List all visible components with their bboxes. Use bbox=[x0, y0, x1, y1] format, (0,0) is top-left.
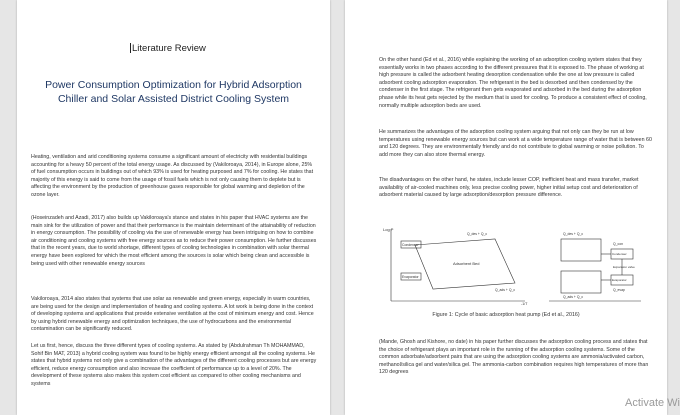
bed-label: Adsorbent Bed bbox=[453, 261, 480, 266]
evaporator-right-label: Evaporator bbox=[612, 278, 627, 282]
paragraph: Let us first, hence, discuss the three different types of cooling systems. As stated by (Abdulrahman Th MOHAMMAD, Sohif Bin MAT, 2013) a hybrid cooling system was found to be highly energy efficient amongst all the cooling systems. He states that hybrid systems not only give a combination of the advantages of the different cooling processes but are energy efficient, reduce energy consumption and also increase the coefficient of performance up to a level of 20%. The development of these systems also makes this system cost efficient as compared to other cooling mechanisms and systems bbox=[31, 343, 317, 387]
condenser-right-label: Condenser bbox=[612, 252, 627, 256]
figure-caption: Figure 1: Cycle of basic adsorption heat pump (Ed et al., 2016) bbox=[432, 312, 580, 318]
paragraph: Vakiloroaya, 2014 also states that systems that use solar as renewable and green energy, especially in warm countries, are being used for the design and implementation of heating and cooling systems. A lot work is being done in the context of developing systems and applications that provide extensive ventilation at the cost of minimum energy and cost. Hence by using hybrid renewable energy and optimization techniques, the use of hydrocarbons and the environmental contamination can be significantly reduced. bbox=[31, 296, 314, 333]
adsorption-cycle-figure bbox=[375, 225, 645, 305]
qdes-label: Q_des + Q_c bbox=[467, 232, 488, 236]
paragraph: He summarizes the advantages of the adsorption cooling system arguing that not only can they be run at low temperatures using renewable energy sources but can work at a wide temperature range of water that is between 60 and 120 degrees. They are environmentally friendly and do not contribute to global warming or noise pollution. To add more they can also store thermal energy. bbox=[379, 129, 652, 158]
expansion-valve-label: Expansion valve bbox=[613, 265, 635, 269]
paragraph: (Hoseinzadeh and Azadi, 2017) also builds up Vakiloroaya's stance and states in his paper that HVAC systems are the main sink for the utilization of power and that their performance is the maintain determinant of the attainability of reduction in energy consumption. The possibility of cooling via the use of renewable energy has been intriguing on how to combine air conditioning and cooling systems with free energy sources as to reduce their power consumption. He further discusses that in the recent years, due to world shortage, different types of cooling technologies in combination with solar thermal energy have been explored for which the most efficient among the sources is solar which being clean and accessible is being used with other renewable energy sources bbox=[31, 215, 317, 267]
paragraph: Heating, ventilation and arid conditioning systems consume a significant amount of electricity with residential buildings accounting for a heavy 50 percent of the total energy usage. As discussed by (Vakiloroaya, 2014), in Europe alone, 25% of fuel consumption occurs in buildings out of which 93% is used for heating purposed and 7% for cooling. He states that majority of this energy is said to come from the usage of fossil fuels which is not only causing them to deplete but is affecting the environment by the production of greenhouse gases responsible for global warming and depletion of the ozone layer. bbox=[31, 154, 314, 198]
activate-windows-watermark: Activate Wi bbox=[624, 397, 680, 409]
axis-label-neg-t: -1/T bbox=[521, 302, 528, 305]
qcon-label: Q_con bbox=[613, 242, 623, 246]
qdes-right-label: Q_des + Q_c bbox=[563, 232, 584, 236]
paragraph: The disadvantages on the other hand, he states, include lesser COP, inefficient heat and mass transfer, market availability of air-cooled machines only, less precise cooling power, higher initial setup cost and deterioration of adsorbent material caused by large adsorption/desorption pressure difference. bbox=[379, 177, 639, 199]
text-cursor bbox=[130, 43, 131, 53]
qevap-label: Q_evap bbox=[613, 288, 625, 292]
condenser-label: Condenser bbox=[402, 243, 419, 247]
axis-label-logp: Log P bbox=[383, 227, 394, 232]
literature-review-heading: Literature Review bbox=[132, 43, 206, 54]
document-page-1[interactable] bbox=[17, 0, 330, 415]
qads-label: Q_ads + Q_c bbox=[495, 288, 516, 292]
qads-right-label: Q_ads + Q_c bbox=[563, 295, 584, 299]
paragraph: (Mande, Ghosh and Kishore, no date) in his paper further discusses the adsorption cooling process and states that the choice of refrigerant plays an important role in the running of the adsorption cooling systems. Some of the common adsorbate/adsorbent pairs that are using the adsorption cooling systems are ammonia/activated carbon, methanol/silica gel and water/silica gel. The ammonia-carbon combination requires high temperatures of more than 120 degrees bbox=[379, 339, 649, 376]
document-title: Power Consumption Optimization for Hybrid Adsorption Chiller and Solar Assisted District Cooling System bbox=[45, 79, 302, 105]
paragraph: On the other hand (Ed et al., 2016) while explaining the working of an adsorption cooling system states that they essentially works in two phases according to the different pressures that it is exposed to. The phase of working at high pressure is called the adsorbent heating desorption condensation while the one at low pressure is called adsorbent cooling adsorption evaporation. The refrigerant in the bed is desorbed and then condensed by the condenser in the first stage. The refrigerant then gets evaporated and adsorbed in the bed during the adsorption phase while its heat gets rejected by the medium that is used for cooling. To produce a consistent effect of cooling, normally multiple adsorption beds are used. bbox=[379, 57, 647, 109]
document-page-2[interactable] bbox=[345, 0, 667, 415]
evaporator-label: Evaporator bbox=[402, 275, 419, 279]
